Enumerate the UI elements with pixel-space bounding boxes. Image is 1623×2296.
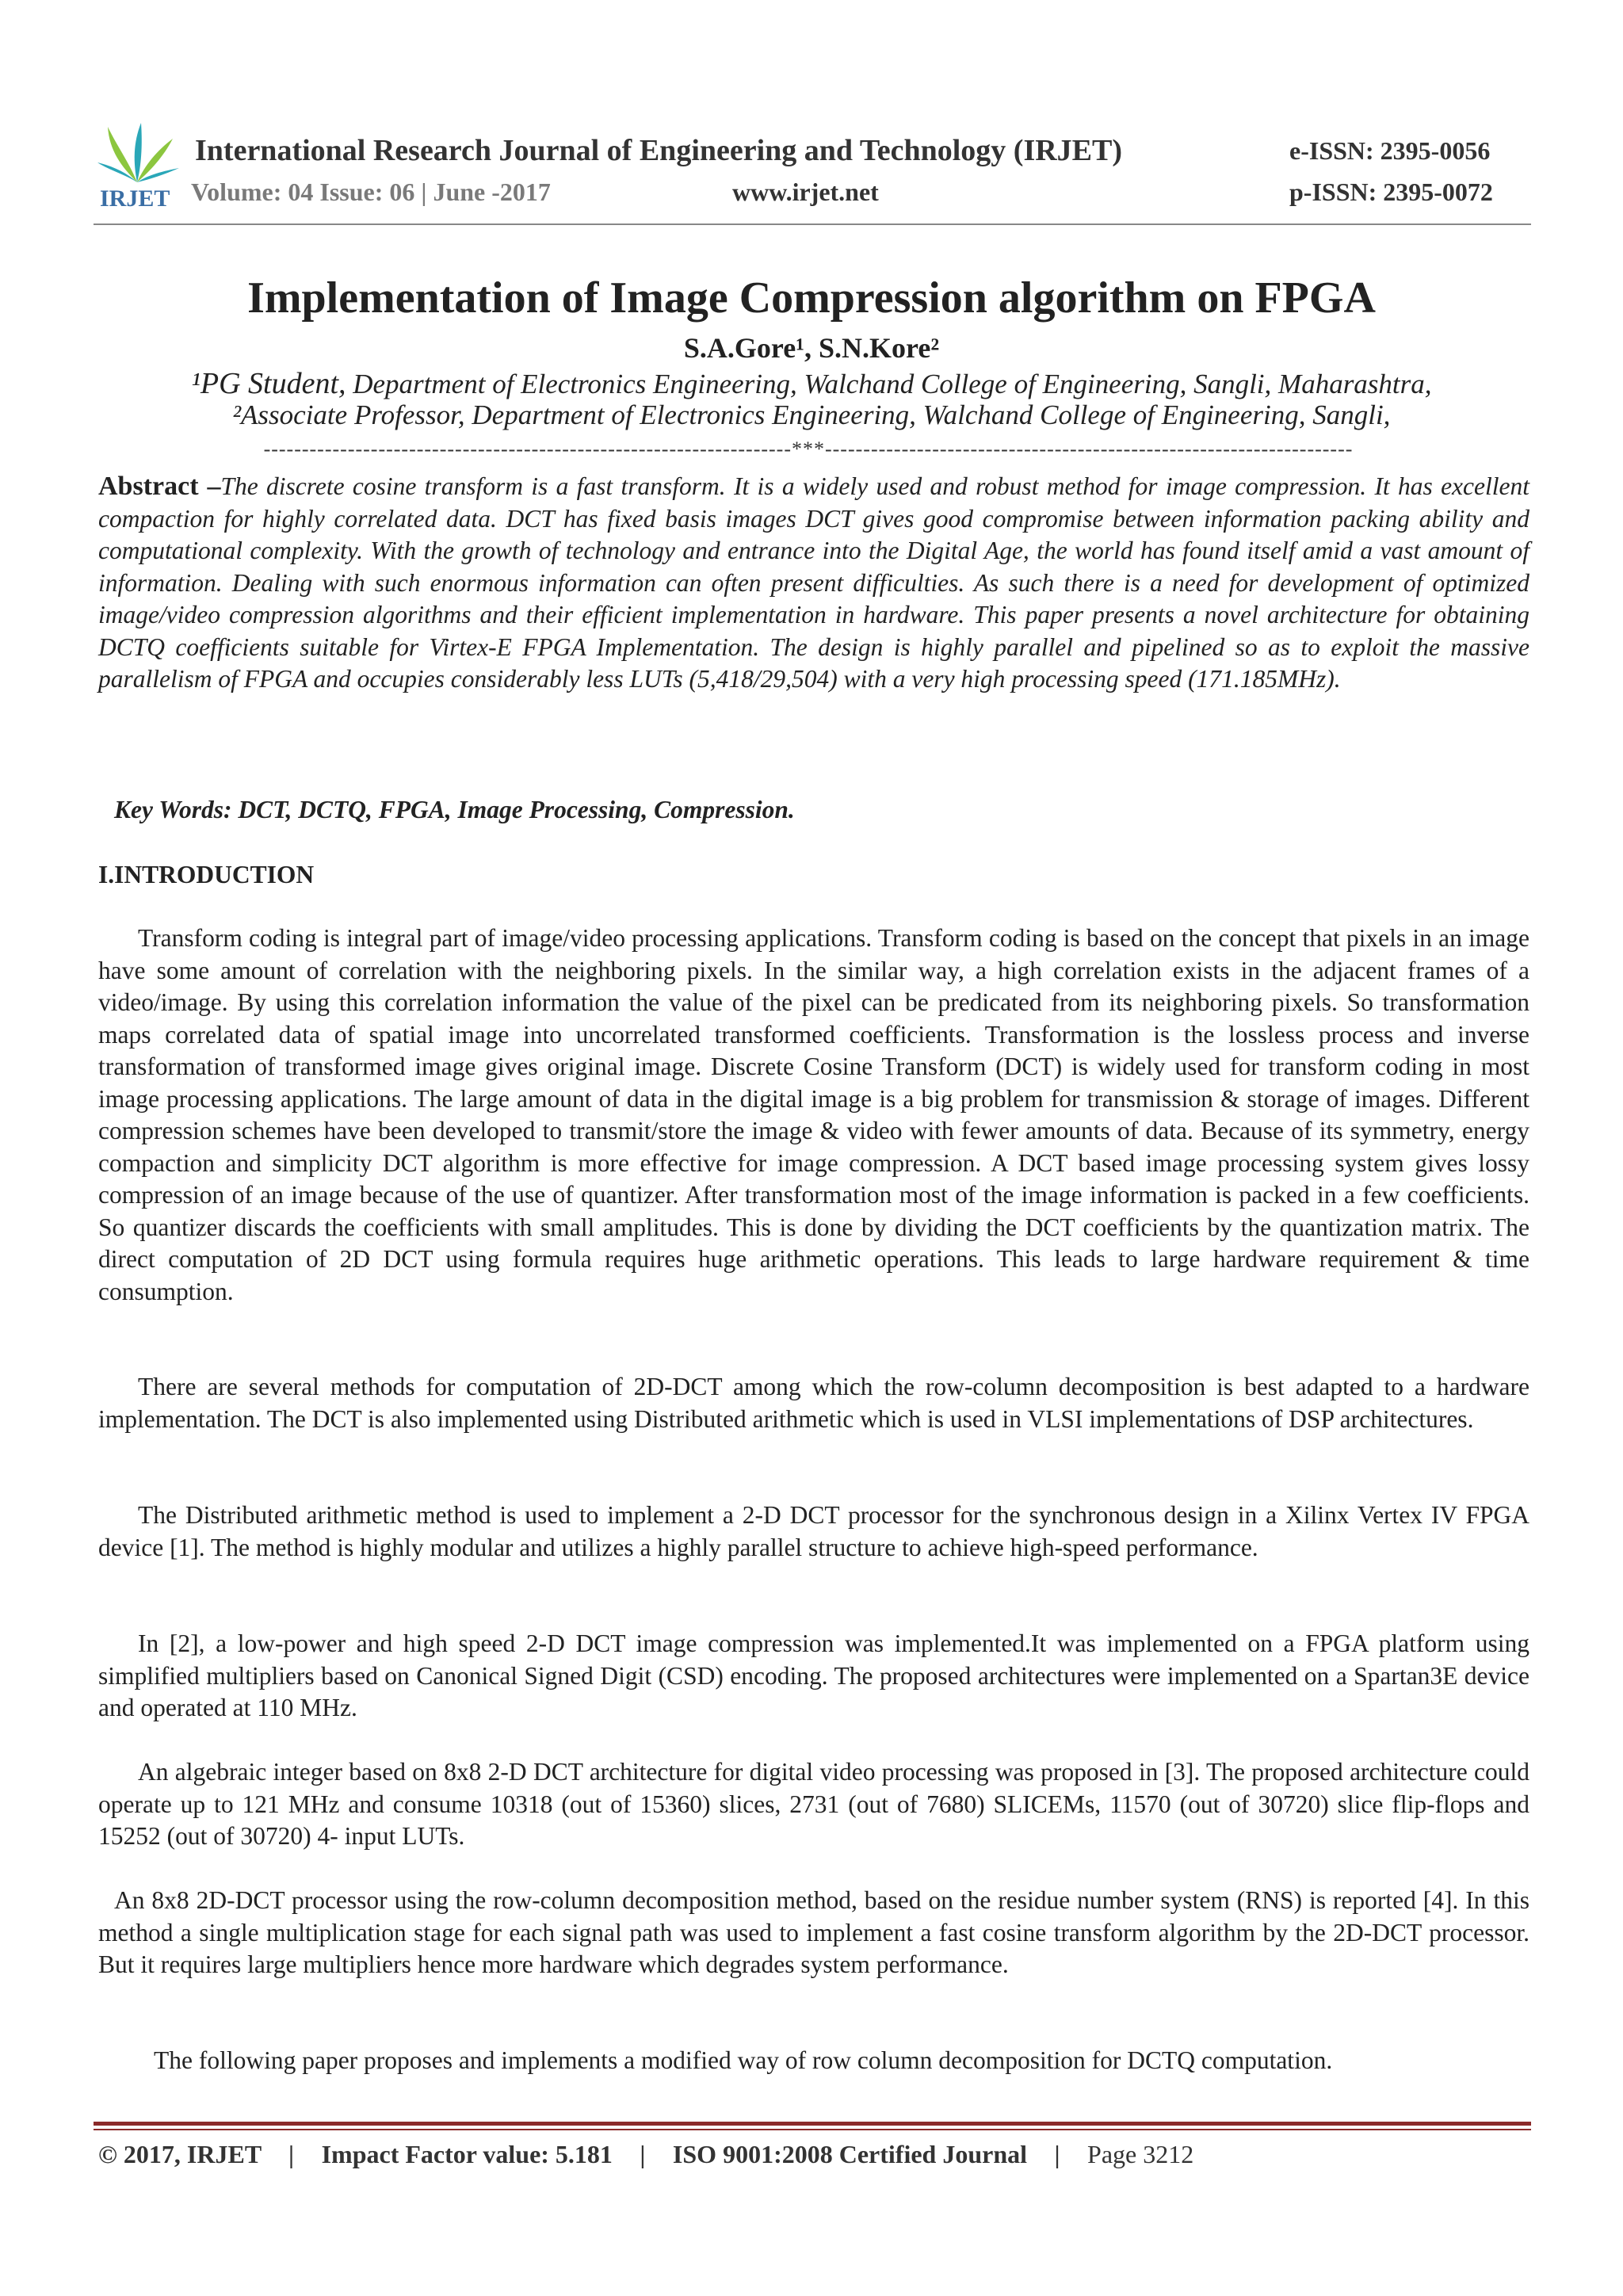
- paragraph-3: [98, 1499, 1529, 1564]
- journal-title: International Research Journal of Engineering and Technology (IRJET): [195, 134, 1123, 167]
- paragraph-text: In [2], a low-power and high speed 2-D DCT image compression was implemented.It was implemented on a FPGA platform using simplified multipliers based on Canonical Signed Digit (CSD) encoding. The proposed architectures were implemented on a Spartan3E device and operated at 110 MHz.: [98, 1629, 1529, 1721]
- footer-impact-factor: Impact Factor value: 5.181: [321, 2140, 613, 2168]
- section-heading: I.INTRODUCTION: [98, 861, 315, 888]
- p-issn: p-ISSN: 2395-0072: [1289, 178, 1493, 206]
- footer-rule-thick: [94, 2122, 1531, 2126]
- paragraph-text: The Distributed arithmetic method is used to implement a 2-D DCT processor for the synchronous design in a Xilinx Vertex IV FPGA device [1]. The method is highly modular and utilizes a highly parallel structure to achieve high-speed performance.: [98, 1501, 1529, 1561]
- abstract-label: Abstract –: [98, 472, 221, 501]
- e-issn: e-ISSN: 2395-0056: [1289, 136, 1491, 165]
- abstract-text: The discrete cosine transform is a fast transform. It is a widely used and robust method for image compression. It has excellent compaction for highly correlated data. DCT has fixed basis images DCT gives good compromise between information packing ability and computational complexity. With the growth of technology and entrance into the Digital Age, the world has found itself amid a vast amount of information. Dealing with such enormous information can often present difficulties. As such there is a need for development of optimized image/video compression algorithms and their efficient implementation in hardware. This paper presents a novel architecture for obtaining DCTQ coefficients suitable for Virtex-E FPGA Implementation. The design is highly parallel and pipelined so as to exploit the massive parallelism of FPGA and occupies considerably less LUTs (5,418/29,504) with a very high processing speed (171.185MHz).: [98, 472, 1529, 693]
- page-number: Page 3212: [1087, 2140, 1194, 2168]
- paragraph-1: [98, 923, 1529, 1308]
- footer: [98, 2140, 1193, 2169]
- paragraph-text: The following paper proposes and implements a modified way of row column decomposition for DCTQ computation.: [154, 2046, 1333, 2074]
- affiliation-1-prefix: ¹PG Student,: [191, 367, 346, 400]
- paragraph-6: [98, 1885, 1529, 1981]
- paragraph-4: [98, 1628, 1529, 1725]
- affiliation-1: [0, 366, 1623, 401]
- footer-separator: |: [640, 2140, 646, 2168]
- journal-logo: [94, 119, 181, 214]
- affiliation-1-text: Department of Electronics Engineering, Walchand College of Engineering, Sangli, Maharashtra,: [346, 369, 1432, 399]
- paragraph-text: There are several methods for computation of 2D-DCT among which the row-column decomposition is best adapted to a hardware implementation. The DCT is also implemented using Distributed arithmetic which is used in VLSI implementations of DSP architectures.: [98, 1373, 1529, 1433]
- header-divider: [94, 223, 1531, 225]
- volume-issue: Volume: 04 Issue: 06 | June -2017: [191, 178, 551, 206]
- paragraph-text: Transform coding is integral part of image/video processing applications. Transform coding is based on the concept that pixels in an image have some amount of correlation with the neighboring pixels. In the similar way, a high correlation exists in the adjacent frames of a video/image. By using this correlation information the value of the pixel can be predicated from its neighboring pixels. So transformation maps correlated data of spatial image into uncorrelated transformed coefficients. Transformation is the lossless process and inverse transformation of transformed image gives original image. Discrete Cosine Transform (DCT) is widely used for transform coding in most image processing applications. The large amount of data in the digital image is a big problem for transmission & storage of images. Different compression schemes have been developed to transmit/store the image & video with fewer amounts of data. Because of its symmetry, energy compaction and simplicity DCT algorithm is more effective for image compression. A DCT based image processing system gives lossy compression of an image because of the use of quantizer. After transformation most of the image information is packed in a few coefficients. So quantizer discards the coefficients with small amplitudes. This is done by dividing the DCT coefficients by the quantization matrix. The direct computation of 2D DCT using formula requires huge arithmetic operations. This leads to large hardware requirement & time consumption.: [98, 924, 1529, 1305]
- footer-rule-thin: [94, 2129, 1531, 2130]
- abstract: [98, 471, 1529, 696]
- authors: S.A.Gore¹, S.N.Kore²: [683, 332, 940, 364]
- paper-title: Implementation of Image Compression algorithm on FPGA: [247, 273, 1376, 323]
- separator-line: ---------------------------------------------------------------------***---------------------------------------------------------------------: [263, 437, 1354, 460]
- footer-separator: |: [288, 2140, 295, 2168]
- paragraph-text: An algebraic integer based on 8x8 2-D DCT architecture for digital video processing was proposed in [3]. The proposed architecture could operate up to 121 MHz and consume 10318 (out of 15360) slices, 2731 (out of 7680) SLICEMs, 11570 (out of 30720) slice flip-flops and 15252 (out of 30720) 4- input LUTs.: [98, 1758, 1529, 1850]
- footer-iso: ISO 9001:2008 Certified Journal: [672, 2140, 1028, 2168]
- paragraph-text: An 8x8 2D-DCT processor using the row-column decomposition method, based on the residue number system (RNS) is reported [4]. In this method a single multiplication stage for each signal path was used to implement a fast cosine transform algorithm by the 2D-DCT processor. But it requires large multipliers hence more hardware which degrades system performance.: [98, 1886, 1529, 1978]
- journal-website[interactable]: www.irjet.net: [732, 178, 879, 206]
- footer-copyright: © 2017, IRJET: [98, 2140, 262, 2168]
- paragraph-5: [98, 1756, 1529, 1853]
- footer-separator: |: [1054, 2140, 1060, 2168]
- logo-text: IRJET: [100, 185, 170, 212]
- keywords: Key Words: DCT, DCTQ, FPGA, Image Processing, Compression.: [114, 796, 795, 823]
- affiliation-2: ²Associate Professor, Department of Electronics Engineering, Walchand College of Engineering, Sangli,: [232, 399, 1391, 430]
- paragraph-7: [98, 2045, 1529, 2077]
- paragraph-2: [98, 1371, 1529, 1435]
